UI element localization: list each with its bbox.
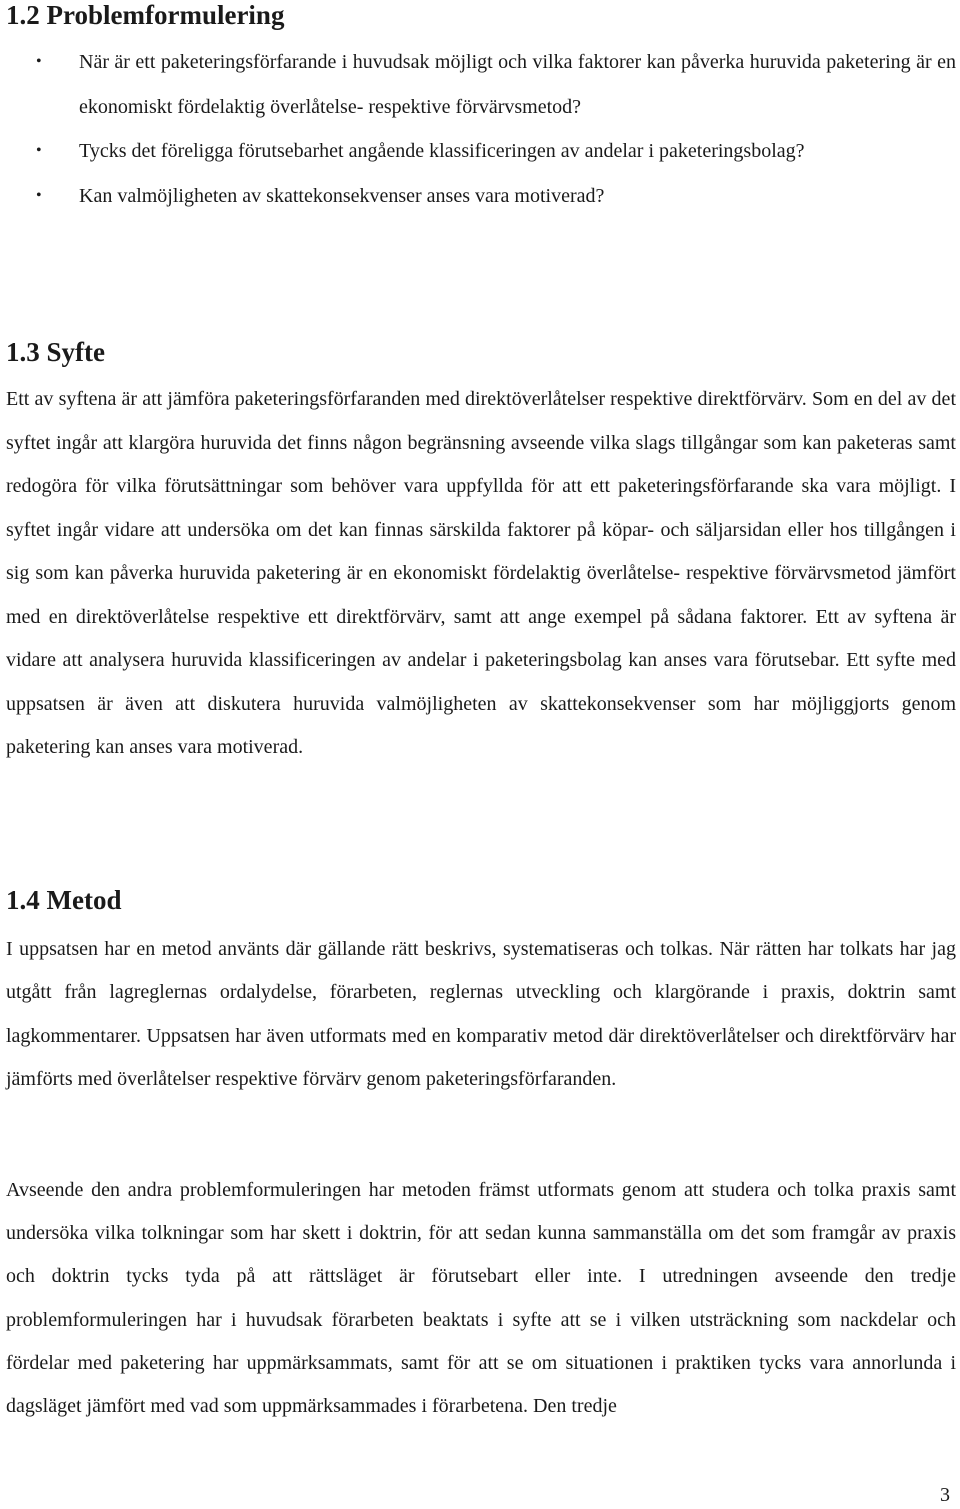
list-item — [6, 40, 956, 129]
bullet-icon: • — [36, 186, 42, 204]
list-item-text: När är ett paketeringsförfarande i huvudsak möjligt och vilka faktorer kan påverka huruvida paketering är en ekonomiskt fördelaktig överlåtelse- respektive förvärvsmetod? — [79, 51, 956, 118]
bullet-icon: • — [36, 142, 42, 159]
list-item-text: Tycks det föreligga förutsebarhet angående klassificeringen av andelar i paketeringsbolag? — [79, 140, 805, 162]
list-item-text: Kan valmöjligheten av skattekonsekvenser anses vara motiverad? — [79, 184, 605, 207]
list-item — [6, 129, 956, 174]
bullet-icon: • — [36, 53, 42, 70]
list-item — [6, 174, 956, 219]
heading-syfte: 1.3 Syfte — [6, 337, 105, 367]
metod-paragraph-1: I uppsatsen har en metod använts där gällande rätt beskrivs, systematiseras och tolkas. När rätten har tolkats har jag utgått från lagreglernas ordalydelse, förarbeten, reglernas utveckling och klargörande i praxis, doktrin samt lagkommentarer. Uppsatsen har även utformats med en komparativ metod där direktöverlåtelser och direktförvärv har jämförts med överlåtelser respektive förvärv genom paketeringsförfaranden. — [6, 938, 956, 1091]
syfte-paragraph: Ett av syftena är att jämföra paketeringsförfaranden med direktöverlåtelser respektive direktförvärv. Som en del av det syftet ingår att klargöra huruvida det finns någon begränsning avseende vilka slags tillgångar som kan paketeras samt redogöra för vilka förutsättningar som behöver vara uppfyllda för att ett paketeringsförfarande ska vara möjligt. I syftet ingår vidare att undersöka om det kan finnas särskilda faktorer på köpar- och säljarsidan eller hos tillgången i sig som kan påverka huruvida paketering är en ekonomiskt fördelaktig överlåtelse- respektive förvärvsmetod jämfört med en direktöverlåtelse respektive ett direktförvärv, samt att ange exempel på sådana faktorer. Ett av syftena är vidare att analysera huruvida klassificeringen av andelar i paketeringsbolag kan anses vara förutsebar. Ett syfte med uppsatsen är även att diskutera huruvida valmöjligheten av skattekonsekvenser som har möjliggjorts genom paketering kan anses vara motiverad. — [6, 388, 956, 758]
page-number: 3 — [940, 1484, 950, 1506]
heading-problemformulering: 1.2 Problemformulering — [6, 0, 285, 30]
heading-metod: 1.4 Metod — [6, 885, 122, 915]
problem-bullet-list — [6, 40, 956, 218]
metod-paragraph-2: Avseende den andra problemformuleringen har metoden främst utformats genom att studera och tolka praxis samt undersöka vilka tolkningar som har skett i doktrin, för att sedan kunna sammanställa om det som framgår av praxis och doktrin tycks tyda på att rättsläget är förutsebart eller inte. I utredningen avseende den tredje problemformuleringen har i huvudsak förarbeten beaktats i syfte att se i vilken utsträckning som nackdelar och fördelar med paketering har uppmärksammats, samt för att se om situationen i praktiken tycks vara annorlunda i dagsläget jämfört med vad som uppmärksammades i förarbetena. Den tredje — [6, 1179, 956, 1418]
